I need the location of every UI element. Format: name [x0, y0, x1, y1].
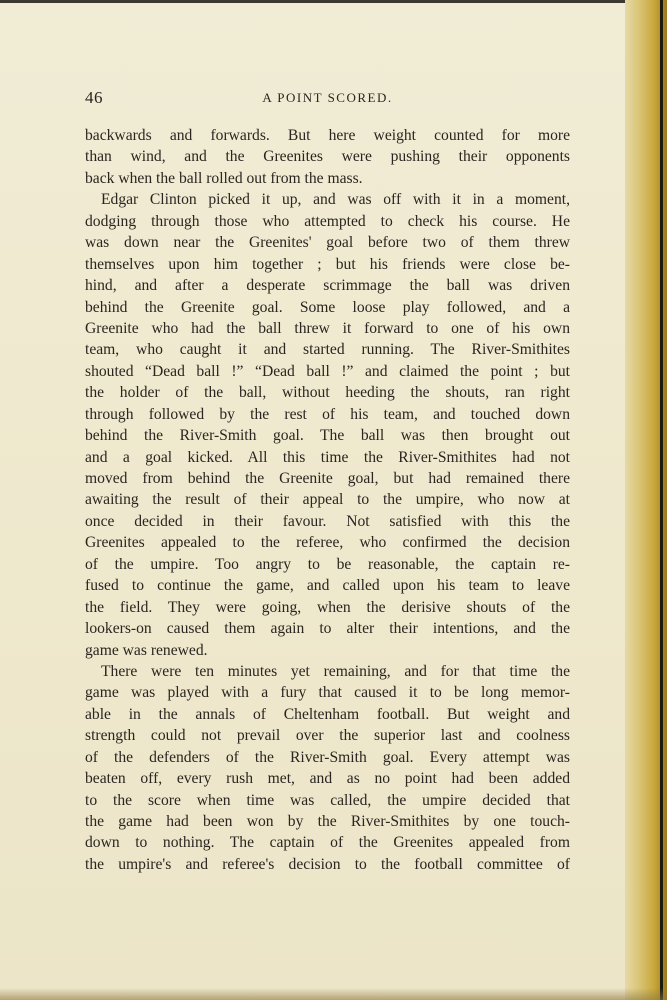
text-line: Greenites appealed to the referee, who confirmed the decision [85, 534, 570, 552]
text-line: moved from behind the Greenite goal, but had remained there [85, 470, 570, 487]
text-line: shouted “Dead ball !” “Dead ball !” and claimed the point ; but [85, 362, 570, 380]
text-line: behind the River-Smith goal. The ball was then brought out [85, 427, 570, 445]
top-edge-rule [0, 0, 667, 3]
text-line: hind, and after a desperate scrimmage the ball was driven [85, 277, 570, 295]
text-line: the field. They were going, when the derisive shouts of the [85, 598, 570, 616]
text-line: Edgar Clinton picked it up, and was off with it in a moment, [101, 191, 570, 209]
page-number: 46 [85, 88, 103, 107]
text-line: of the defenders of the River-Smith goal. Every attempt was [85, 748, 570, 766]
body-text [85, 125, 570, 875]
text-line: There were ten minutes yet remaining, and for that time the [101, 662, 570, 680]
text-line: and a goal kicked. All this time the River-Smithites had not [85, 448, 570, 466]
text-line: backwards and forwards. But here weight counted for more [85, 127, 570, 144]
text-line: dodging through those who attempted to check his course. He [85, 212, 570, 230]
text-line: awaiting the result of their appeal to the umpire, who now at [85, 491, 570, 509]
text-line: lookers-on caused them again to alter their intentions, and the [85, 620, 570, 638]
text-line: team, who caught it and started running. The River-Smithites [85, 341, 570, 359]
text-line: down to nothing. The captain of the Greenites appealed from [85, 834, 570, 852]
running-header [85, 88, 570, 112]
text-line: back when the ball rolled out from the mass. [85, 169, 363, 187]
text-line: game was renewed. [85, 641, 208, 659]
text-line: through followed by the rest of his team, and touched down [85, 405, 570, 423]
text-line: the umpire's and referee's decision to the football committee of [85, 855, 570, 873]
text-line: once decided in their favour. Not satisfied with this the [85, 512, 570, 530]
text-line: strength could not prevail over the superior last and coolness [85, 727, 570, 745]
text-line: Greenite who had the ball threw it forward to one of his own [85, 319, 570, 337]
bottom-page-shadow [0, 988, 667, 1000]
text-line: able in the annals of Cheltenham football. But weight and [85, 705, 570, 723]
text-line: game was played with a fury that caused it to be long memor- [85, 684, 570, 702]
text-line: than wind, and the Greenites were pushing their opponents [85, 148, 570, 166]
text-line: behind the Greenite goal. Some loose play followed, and a [85, 298, 570, 316]
text-line: of the umpire. Too angry to be reasonable, the captain re- [85, 555, 570, 573]
text-line: themselves upon him together ; but his friends were close be- [85, 255, 570, 273]
text-line: beaten off, every rush met, and as no point had been added [85, 770, 570, 788]
text-line: the game had been won by the River-Smithites by one touch- [85, 813, 570, 830]
text-line: was down near the Greenites' goal before two of them threw [85, 234, 570, 252]
text-line: the holder of the ball, without heeding the shouts, ran right [85, 384, 570, 402]
binding-shadow-line [660, 0, 663, 1000]
text-line: fused to continue the game, and called upon his team to leave [85, 577, 570, 595]
running-title: A POINT SCORED. [262, 90, 393, 105]
text-line: to the score when time was called, the umpire decided that [85, 791, 570, 809]
